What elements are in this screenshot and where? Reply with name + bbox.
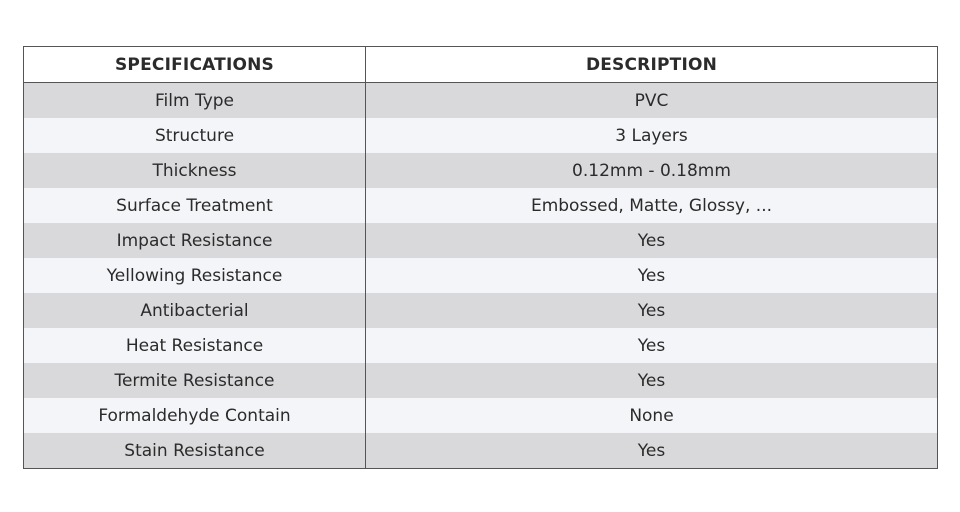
description-cell: PVC [366, 83, 938, 119]
spec-cell: Yellowing Resistance [24, 258, 366, 293]
description-cell: 3 Layers [366, 118, 938, 153]
spec-cell: Formaldehyde Contain [24, 398, 366, 433]
table-row [24, 398, 938, 433]
description-cell: Yes [366, 258, 938, 293]
spec-cell: Antibacterial [24, 293, 366, 328]
table-row [24, 293, 938, 328]
header-row [24, 47, 938, 83]
description-cell: Yes [366, 223, 938, 258]
description-cell: Yes [366, 293, 938, 328]
description-cell: None [366, 398, 938, 433]
description-cell: Yes [366, 433, 938, 469]
description-cell: Yes [366, 363, 938, 398]
table-row [24, 363, 938, 398]
table-row [24, 258, 938, 293]
spec-cell: Thickness [24, 153, 366, 188]
table-row [24, 223, 938, 258]
spec-cell: Impact Resistance [24, 223, 366, 258]
table-row [24, 433, 938, 469]
spec-cell: Termite Resistance [24, 363, 366, 398]
table-body [24, 83, 938, 469]
spec-cell: Film Type [24, 83, 366, 119]
description-cell: Embossed, Matte, Glossy, ... [366, 188, 938, 223]
table-row [24, 83, 938, 119]
spec-cell: Stain Resistance [24, 433, 366, 469]
table-row [24, 328, 938, 363]
header-specifications: SPECIFICATIONS [24, 47, 366, 83]
spec-cell: Structure [24, 118, 366, 153]
description-cell: 0.12mm - 0.18mm [366, 153, 938, 188]
spec-cell: Surface Treatment [24, 188, 366, 223]
spec-cell: Heat Resistance [24, 328, 366, 363]
table-row [24, 153, 938, 188]
table-row [24, 118, 938, 153]
spec-table-container [23, 46, 937, 469]
header-description: DESCRIPTION [366, 47, 938, 83]
table-row [24, 188, 938, 223]
description-cell: Yes [366, 328, 938, 363]
specifications-table [23, 46, 938, 469]
table-header [24, 47, 938, 83]
